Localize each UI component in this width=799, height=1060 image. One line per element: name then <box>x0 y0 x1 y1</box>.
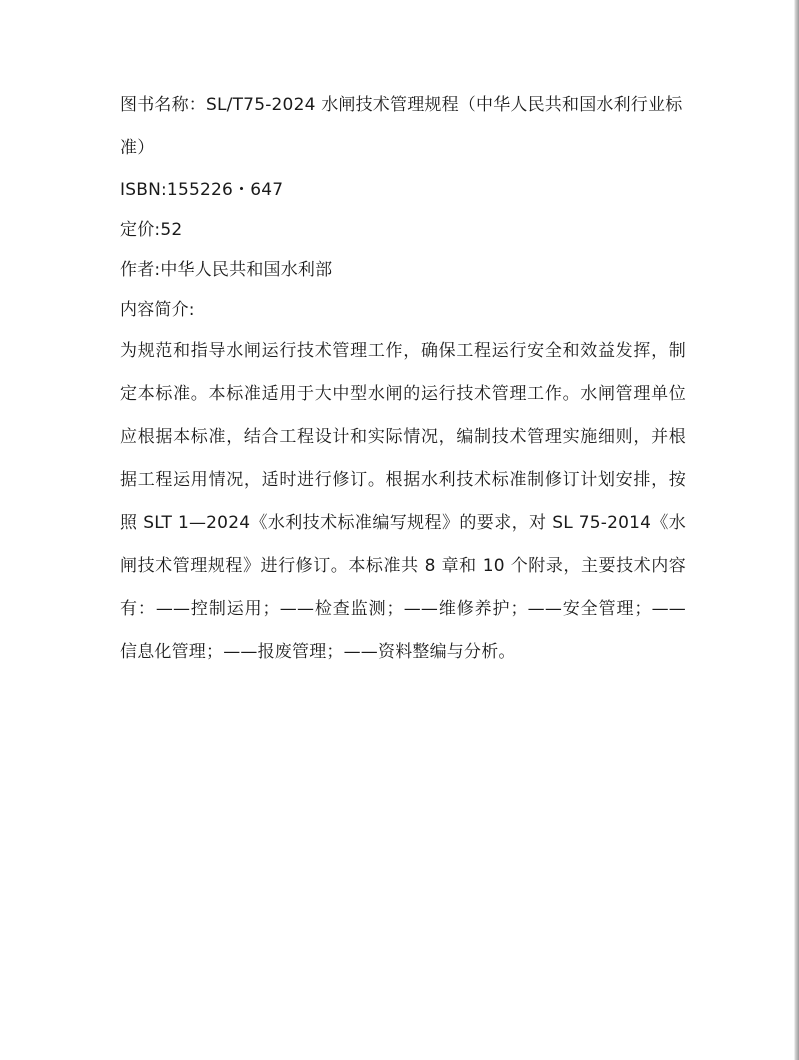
book-title-field <box>120 84 686 170</box>
summary-heading: 内容简介: <box>120 300 195 320</box>
book-title-label: 图书名称： <box>120 95 206 115</box>
isbn-field <box>120 170 686 210</box>
author-field <box>120 250 686 290</box>
author-label: 作者: <box>120 260 161 280</box>
price-value: 52 <box>160 220 183 240</box>
isbn-label: ISBN: <box>120 180 167 200</box>
price-label: 定价: <box>120 220 161 240</box>
book-title-value: SL/T75-2024 水闸技术管理规程（中华人民共和国水利行业标准） <box>120 95 683 158</box>
price-field <box>120 210 686 250</box>
book-info <box>120 84 686 674</box>
page-edge-shadow <box>795 0 799 1060</box>
author-value: 中华人民共和国水利部 <box>160 260 333 280</box>
summary-text: 为规范和指导水闸运行技术管理工作，确保工程运行安全和效益发挥，制定本标准。本标准适用于大中型水闸的运行技术管理工作。水闸管理单位应根据本标准，结合工程设计和实际情况，编制技术管理实施细则，并根据工程运用情况，适时进行修订。根据水利技术标准制修订计划安排，按照 SLT 1—2024《水利技术标准编写规程》的要求，对 SL 75-2014《水闸技术管理规程》进行修订。本标准共 8 章和 10 个附录，主要技术内容有：——控制运用；——检查监测；——维修养护；——安全管理；——信息化管理；——报废管理；——资料整编与分析。 <box>120 341 686 662</box>
isbn-value: 155226・647 <box>166 180 284 200</box>
